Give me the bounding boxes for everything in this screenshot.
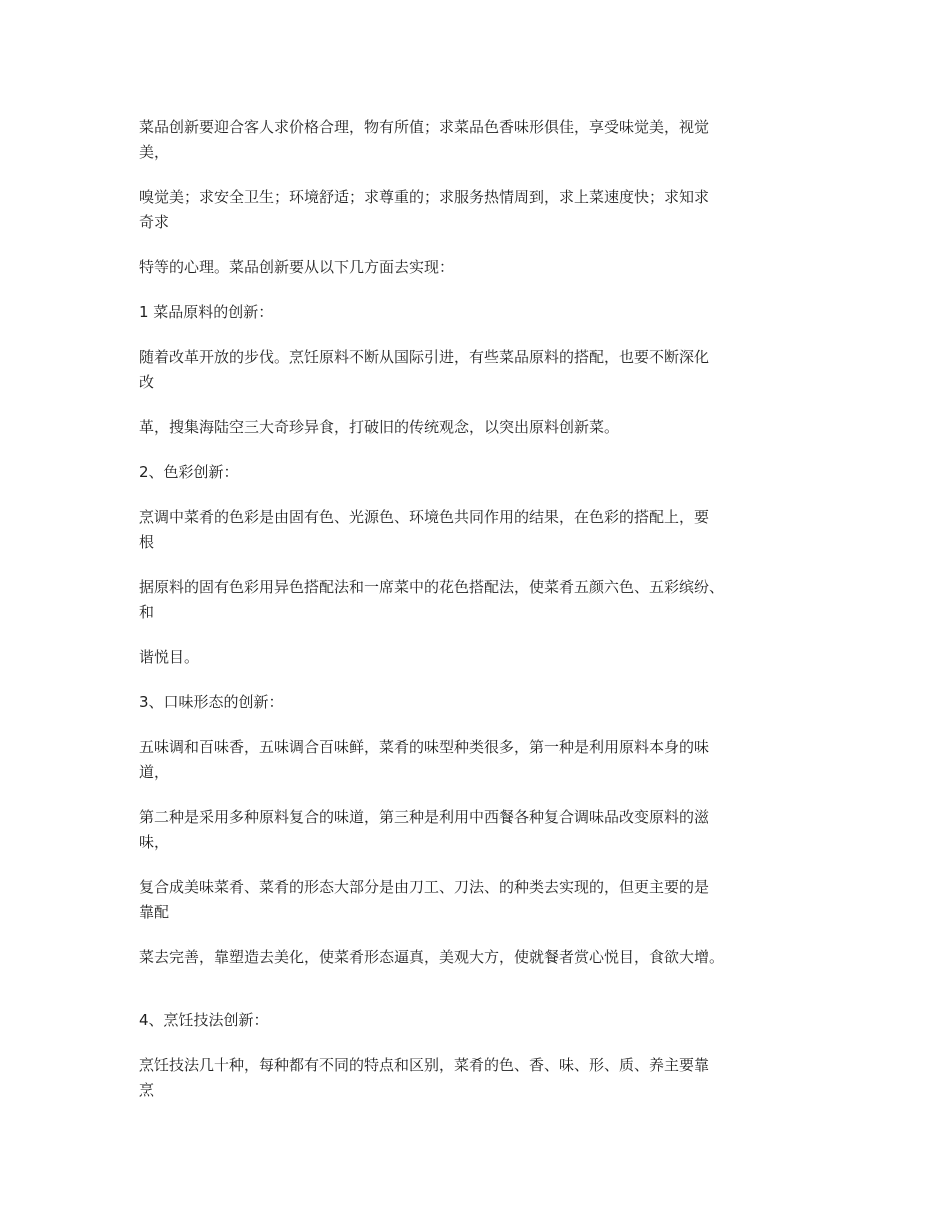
section-heading-ingredient-innovation	[139, 300, 814, 325]
text-line: 五味调和百味香，五味调合百味鲜，菜肴的味型种类很多，第一种是利用原料本身的味	[139, 738, 710, 756]
text-line: 味，	[139, 833, 170, 851]
text-line: 烹调中菜肴的色彩是由固有色、光源色、环境色共同作用的结果，在色彩的搭配上，要	[139, 508, 710, 526]
text-line: 谐悦目。	[139, 648, 200, 666]
heading-text: 2、色彩创新：	[139, 463, 239, 481]
text-line: 嗅觉美；求安全卫生；环境舒适；求尊重的；求服务热情周到，求上菜速度快；求知求	[139, 188, 710, 206]
text-line: 道，	[139, 763, 170, 781]
paragraph-color-3	[139, 645, 814, 670]
document-body	[139, 115, 814, 1123]
paragraph-taste-2	[139, 805, 814, 855]
section-heading-color-innovation	[139, 460, 814, 485]
paragraph-customer-psychology-1	[139, 115, 814, 165]
text-line: 烹	[139, 1081, 155, 1099]
text-line: 改	[139, 373, 155, 391]
paragraph-taste-1	[139, 735, 814, 785]
paragraph-taste-4	[139, 945, 814, 970]
text-line: 据原料的固有色彩用异色搭配法和一席菜中的花色搭配法，使菜肴五颜六色、五彩缤纷、	[139, 578, 725, 596]
text-line: 特等的心理。菜品创新要从以下几方面去实现：	[139, 258, 455, 276]
text-line: 靠配	[139, 903, 170, 921]
heading-text: 1 菜品原料的创新：	[139, 303, 274, 321]
text-line: 烹饪技法几十种，每种都有不同的特点和区别，菜肴的色、香、味、形、质、养主要靠	[139, 1056, 710, 1074]
text-line: 和	[139, 603, 155, 621]
text-line: 奇求	[139, 213, 170, 231]
heading-text: 4、烹饪技法创新：	[139, 1011, 269, 1029]
text-line: 菜品创新要迎合客人求价格合理，物有所值；求菜品色香味形俱佳，享受味觉美，视觉	[139, 118, 710, 136]
text-line: 根	[139, 533, 155, 551]
heading-text: 3、口味形态的创新：	[139, 693, 284, 711]
paragraph-technique-1	[139, 1053, 814, 1103]
section-heading-cooking-technique-innovation	[139, 1008, 814, 1033]
section-heading-taste-form-innovation	[139, 690, 814, 715]
paragraph-ingredient-2	[139, 415, 814, 440]
paragraph-color-2	[139, 575, 814, 625]
text-line: 革，搜集海陆空三大奇珍异食，打破旧的传统观念，以突出原料创新菜。	[139, 418, 620, 436]
text-line: 随着改革开放的步伐。烹饪原料不断从国际引进，有些菜品原料的搭配，也要不断深化	[139, 348, 710, 366]
text-line: 美，	[139, 143, 170, 161]
paragraph-customer-psychology-3	[139, 255, 814, 280]
paragraph-ingredient-1	[139, 345, 814, 395]
paragraph-customer-psychology-2	[139, 185, 814, 235]
paragraph-color-1	[139, 505, 814, 555]
text-line: 第二种是采用多种原料复合的味道，第三种是利用中西餐各种复合调味品改变原料的滋	[139, 808, 710, 826]
text-line: 菜去完善，靠塑造去美化，使菜肴形态逼真，美观大方，使就餐者赏心悦目，食欲大增。	[139, 948, 725, 966]
paragraph-taste-3	[139, 875, 814, 925]
text-line: 复合成美味菜肴、菜肴的形态大部分是由刀工、刀法、的种类去实现的，但更主要的是	[139, 878, 710, 896]
